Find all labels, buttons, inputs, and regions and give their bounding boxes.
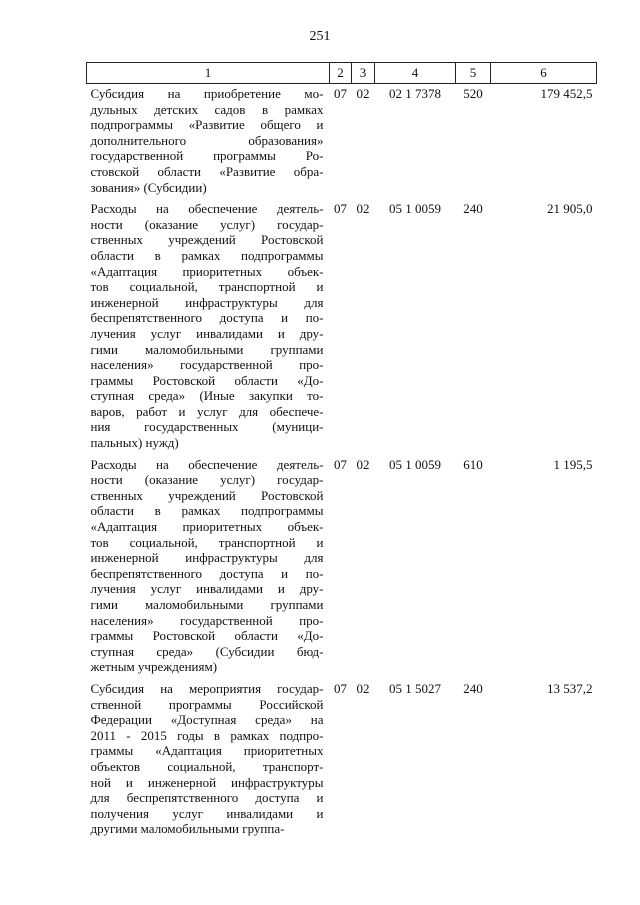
row-description xyxy=(87,199,330,455)
section-code: 07 xyxy=(334,201,347,217)
expense-type-code: 240 xyxy=(463,201,483,217)
amount-value: 13 537,2 xyxy=(547,680,593,696)
description-line: жетным учреждениям) xyxy=(90,659,218,675)
subsection-code: 02 xyxy=(356,456,370,472)
description-line: ступная среда» (Субсидии бюд- xyxy=(90,643,324,659)
description-line: пальных) нужд) xyxy=(90,435,179,451)
amount-value: 21 905,0 xyxy=(547,201,593,217)
description-line: лучения услуг инвалидами и дру- xyxy=(90,325,324,341)
description-line: 2011 - 2015 годы в рамках подпро- xyxy=(90,727,324,743)
table-row xyxy=(87,455,597,679)
description-line: области в рамках подпрограммы xyxy=(90,503,324,519)
target-article-code: 02 1 7378 xyxy=(389,86,441,101)
table-header-row xyxy=(87,63,597,84)
table-row xyxy=(87,84,597,200)
description-line: ступная среда» (Иные закупки то- xyxy=(90,388,324,404)
page-number: 251 xyxy=(309,29,331,44)
description-line: ной и инженерной инфраструктуры xyxy=(90,774,324,790)
column-header-2: 2 xyxy=(330,63,352,84)
section-code: 07 xyxy=(334,86,347,101)
description-line: гими маломобильными группами xyxy=(90,341,324,357)
description-line: Расходы на обеспечение деятель- xyxy=(90,201,324,217)
target-article-code: 05 1 5027 xyxy=(389,680,441,696)
description-line: другими маломобильными группа- xyxy=(90,821,285,837)
expense-type-code: 520 xyxy=(463,86,483,101)
description-line: государственной программы Ро- xyxy=(90,148,324,164)
description-line: ния государственных (муници- xyxy=(90,419,324,435)
amount-value: 179 452,5 xyxy=(540,86,593,101)
description-line: граммы Ростовской области «До- xyxy=(90,372,324,388)
description-line: тов социальной, транспортной и xyxy=(90,279,324,295)
column-header-5: 5 xyxy=(456,63,491,84)
description-line: ности (оказание услуг) государ- xyxy=(90,216,324,232)
description-line: подпрограммы «Развитие общего и xyxy=(90,117,324,133)
description-line: «Адаптация приоритетных объек- xyxy=(90,263,324,279)
table-body xyxy=(87,84,597,841)
description-line: тов социальной, транспортной и xyxy=(90,534,324,550)
section-code: 07 xyxy=(334,456,347,472)
section-code: 07 xyxy=(334,680,347,696)
subsection-code: 02 xyxy=(356,86,370,101)
subsection-code: 02 xyxy=(356,201,370,217)
description-line: ственных учреждений Ростовской xyxy=(90,232,324,248)
expense-type-code: 240 xyxy=(463,680,483,696)
subsection-code: 02 xyxy=(356,680,370,696)
description-line: Субсидия на приобретение мо- xyxy=(90,86,324,101)
amount-value: 1 195,5 xyxy=(553,456,593,472)
expense-type-code: 610 xyxy=(463,456,483,472)
description-line: гими маломобильными группами xyxy=(90,597,324,612)
description-line: инженерной инфраструктуры для xyxy=(90,550,324,566)
description-line: беспрепятственного доступа и по- xyxy=(90,310,324,326)
description-line: объектов социальной, транспорт- xyxy=(90,758,324,774)
row-description xyxy=(87,84,330,200)
target-article-code: 05 1 0059 xyxy=(389,456,441,472)
description-line: граммы «Адаптация приоритетных xyxy=(90,743,324,759)
description-line: населения» государственной про- xyxy=(90,357,324,373)
description-line: инженерной инфраструктуры для xyxy=(90,294,324,310)
description-line: граммы Ростовской области «До- xyxy=(90,628,324,644)
table-row xyxy=(87,679,597,841)
description-line: дополнительного образования» xyxy=(90,132,324,148)
description-line: стовской области «Развитие обра- xyxy=(90,163,324,179)
description-line: зования» (Субсидии) xyxy=(90,179,207,195)
description-line: Субсидия на мероприятия государ- xyxy=(90,680,324,696)
column-header-1: 1 xyxy=(87,63,330,84)
description-line: беспрепятственного доступа и по- xyxy=(90,565,324,581)
description-line: Федерации «Доступная среда» на xyxy=(90,712,324,728)
description-line: для беспрепятственного доступа и xyxy=(90,790,324,806)
budget-table xyxy=(86,62,597,841)
description-line: области в рамках подпрограммы xyxy=(90,247,324,263)
description-line: ности (оказание услуг) государ- xyxy=(90,472,324,488)
description-line: Расходы на обеспечение деятель- xyxy=(90,456,324,472)
description-line: дульных детских садов в рамках xyxy=(90,101,324,117)
target-article-code: 05 1 0059 xyxy=(389,201,441,217)
description-line: ственных учреждений Ростовской xyxy=(90,487,324,503)
description-line: варов, работ и услуг для обеспече- xyxy=(90,403,324,419)
description-line: лучения услуг инвалидами и дру- xyxy=(90,581,324,597)
description-line: ственной программы Российской xyxy=(90,696,324,712)
description-line: получения услуг инвалидами и xyxy=(90,805,324,821)
description-line: населения» государственной про- xyxy=(90,612,324,628)
column-header-6: 6 xyxy=(491,63,597,84)
description-line: «Адаптация приоритетных объек- xyxy=(90,519,324,535)
row-description xyxy=(87,679,330,841)
column-header-3: 3 xyxy=(352,63,375,84)
table-row xyxy=(87,199,597,455)
row-description xyxy=(87,455,330,679)
column-header-4: 4 xyxy=(375,63,456,84)
